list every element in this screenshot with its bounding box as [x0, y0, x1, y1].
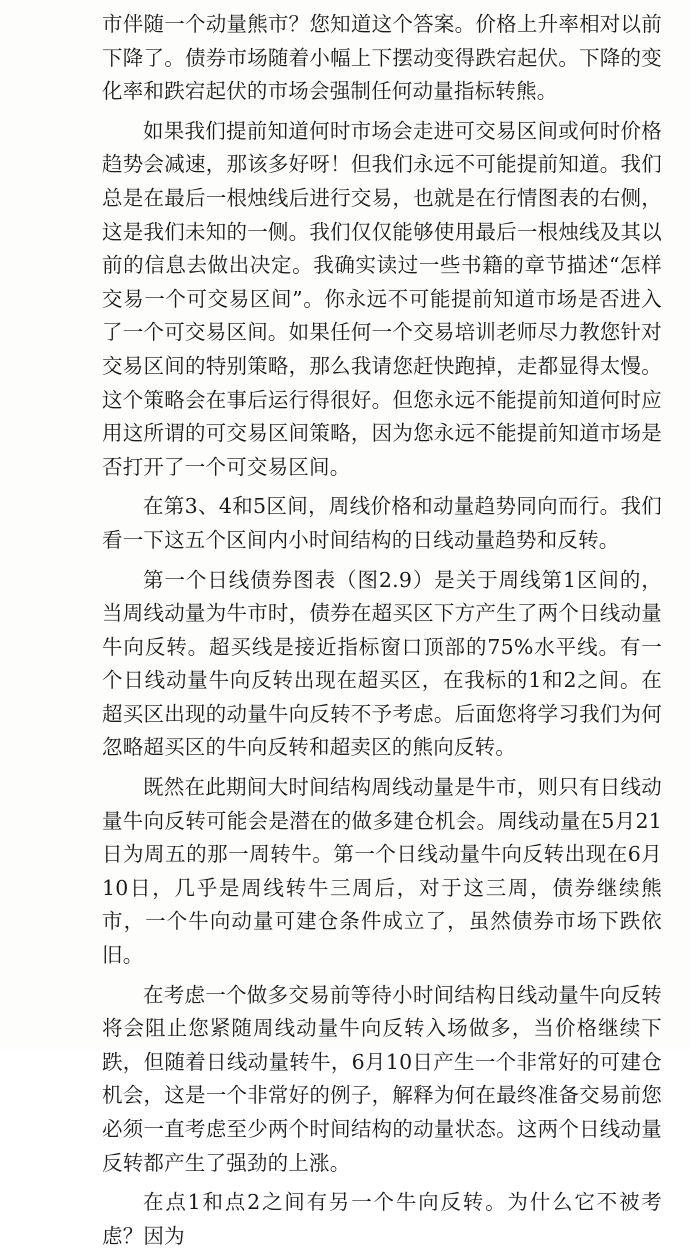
paragraph: 在点1和点2之间有另一个牛向反转。为什么它不被考虑？因为 [102, 1190, 662, 1248]
body-text [102, 8, 662, 1253]
paragraph: 在第3、4和5区间，周线价格和动量趋势同向而行。我们看一下这五个区间内小时间结构的日线动量趋势和反转。 [102, 494, 662, 552]
paragraph: 第一个日线债券图表（图2.9）是关于周线第1区间的，当周线动量为牛市时，债券在超买区下方产生了两个日线动量牛向反转。超买线是接近指标窗口顶部的75%水平线。有一个日线动量牛向反转出现在超买区，在我标的1和2之间。在超买区出现的动量牛向反转不予考虑。后面您将学习我们为何忽略超买区的牛向反转和超卖区的熊向反转。 [102, 567, 662, 760]
paragraph: 如果我们提前知道何时市场会走进可交易区间或何时价格趋势会减速，那该多好呀！但我们永远不可能提前知道。我们总是在最后一根烛线后进行交易，也就是在行情图表的右侧，这是我们未知的一侧。我们仅仅能够使用最后一根烛线及其以前的信息去做出决定。我确实读过一些书籍的章节描述“怎样交易一个可交易区间”。你永远不可能提前知道市场是否进入了一个可交易区间。如果任何一个交易培训老师尽力教您针对交易区间的特别策略，那么我请您赶快跑掉，走都显得太慢。这个策略会在事后运行得很好。但您永远不能提前知道何时应用这所谓的可交易区间策略，因为您永远不能提前知道市场是否打开了一个可交易区间。 [102, 118, 662, 479]
paragraph-continued: 市伴随一个动量熊市？您知道这个答案。价格上升率相对以前下降了。债券市场随着小幅上下摆动变得跌宕起伏。下降的变化率和跌宕起伏的市场会强制任何动量指标转熊。 [102, 12, 662, 104]
paragraph: 既然在此期间大时间结构周线动量是牛市，则只有日线动量牛向反转可能会是潜在的做多建仓机会。周线动量在5月21日为周五的那一周转牛。第一个日线动量牛向反转出现在6月10日，几乎是周线转牛三周后，对于这三周，债券继续熊市，一个牛向动量可建仓条件成立了，虽然债券市场下跌依旧。 [102, 775, 662, 968]
paragraph: 在考虑一个做多交易前等待小时间结构日线动量牛向反转将会阻止您紧随周线动量牛向反转入场做多，当价格继续下跌，但随着日线动量转牛，6月10日产生一个非常好的可建仓机会，这是一个非常好的例子，解释为何在最终准备交易前您必须一直考虑至少两个时间结构的动量状态。这两个日线动量反转都产生了强劲的上涨。 [102, 982, 662, 1175]
